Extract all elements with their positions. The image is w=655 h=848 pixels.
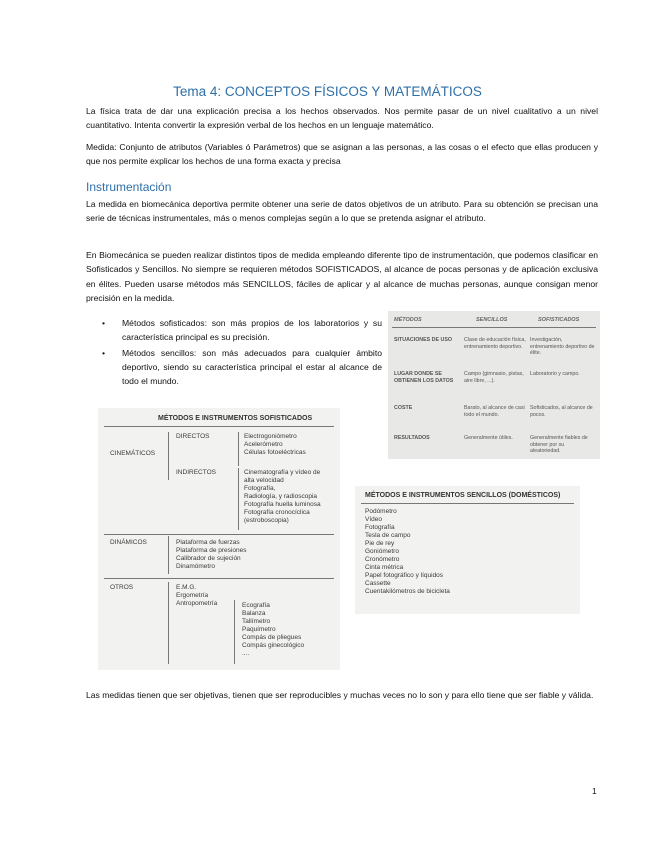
antropometria-item: Balanza xyxy=(242,610,266,617)
comparison-table-image xyxy=(388,311,600,459)
category-cinematicos: CINEMÁTICOS xyxy=(110,450,156,457)
divider xyxy=(104,426,334,427)
otros-item: Ergometría xyxy=(176,592,209,599)
sencillos-item: Cinta métrica xyxy=(365,564,404,571)
subcategory-indirectos: INDIRECTOS xyxy=(176,469,216,476)
sencillos-item: Cuentakilómetros de bicicleta xyxy=(365,588,450,595)
sencillos-item: Cronómetro xyxy=(365,556,400,563)
sencillos-item: Papel fotográfico y líquidos xyxy=(365,572,444,579)
indirectos-item: alta velocidad xyxy=(244,477,284,484)
bullet-icon: • xyxy=(102,318,106,328)
indirectos-item: Fotografía huella luminosa xyxy=(244,501,321,508)
indirectos-item: (estroboscopia) xyxy=(244,517,289,524)
sencillos-item: Vídeo xyxy=(365,516,382,523)
bullet-text-sencillos: Métodos sencillos: son más adecuados para cualquier ámbito deportivo, siendo su característica principal el estar al alcance de todo el mundo. xyxy=(122,347,382,387)
title-prefix: Tema 4: xyxy=(173,84,225,99)
comparison-cell: Barato, al alcance de casi todo el mundo. xyxy=(464,405,525,418)
category-dinamicos: DINÁMICOS xyxy=(110,539,147,546)
paragraph-medida-biomecanica: La medida en biomecánica deportiva permite obtener una serie de datos objetivos de un atributo. Para su obtención se precisan una serie de técnicas instrumentales, más o menos complejas según a lo que se pretenda asignar el atributo. xyxy=(86,199,598,224)
indirectos-item: Radiología, y radioscopia xyxy=(244,493,317,500)
paragraph-intro: La física trata de dar una explicación precisa a los hechos observados. Nos permite pasar de un nivel cualitativo a un nivel cuantitativo. Intenta convertir la expresión verbal de los hechos en un lenguaje matemático. xyxy=(86,106,598,131)
divider xyxy=(234,600,235,664)
comparison-row-label: RESULTADOS xyxy=(394,435,430,441)
title-main: CONCEPTOS FÍSICOS Y MATEMÁTICOS xyxy=(224,84,482,99)
sencillos-item: Pie de rey xyxy=(365,540,395,547)
sencillos-item: Podómetro xyxy=(365,508,397,515)
divider xyxy=(361,503,574,504)
section-heading-instrumentacion: Instrumentación xyxy=(86,180,172,194)
indirectos-item: Cinematografía y vídeo de xyxy=(244,469,321,476)
paragraph-conclusion: Las medidas tienen que ser objetivas, tienen que ser reproducibles y muchas veces no lo son y para ello tiene que ser fiable y válida. xyxy=(86,690,594,700)
comparison-row-label: SITUACIONES DE USO xyxy=(394,337,452,343)
sencillos-item: Goniómetro xyxy=(365,548,399,555)
dinamicos-item: Dinamómetro xyxy=(176,563,216,570)
indirectos-item: Fotografía cronocíclica xyxy=(244,509,310,516)
divider xyxy=(104,534,334,535)
divider xyxy=(168,536,169,574)
sofisticados-table-image xyxy=(98,408,340,670)
antropometria-item: Tallímetro xyxy=(242,618,271,625)
sencillos-title: MÉTODOS E INSTRUMENTOS SENCILLOS (DOMÉSTICOS) xyxy=(365,492,561,499)
divider xyxy=(104,578,334,579)
dinamicos-item: Calibrador de sujeción xyxy=(176,555,241,562)
otros-item: E.M.G. xyxy=(176,584,197,591)
indirectos-item: Fotografía, xyxy=(244,485,276,492)
list-item xyxy=(100,316,382,345)
sencillos-table-image xyxy=(355,486,580,614)
antropometria-item: Ecografía xyxy=(242,602,270,609)
dinamicos-item: Plataforma de presiones xyxy=(176,547,247,554)
page-number: 1 xyxy=(592,786,597,796)
comparison-header-sofisticados: SOFISTICADOS xyxy=(538,317,580,323)
comparison-row-label: COSTE xyxy=(394,405,413,411)
comparison-row-label: LUGAR DONDE SE OBTIENEN LOS DATOS xyxy=(394,371,454,384)
comparison-cell: Investigación, entrenamiento deportivo de élite. xyxy=(530,337,595,357)
comparison-cell: Campo (gimnasio, pistas, aire libre, ...). xyxy=(464,371,524,384)
antropometria-item: Compás ginecológico xyxy=(242,642,305,649)
comparison-cell: Generalmente fiables de obtener por su aleatoriedad. xyxy=(530,435,588,455)
bullet-text-sofisticados: Métodos sofisticados: son más propios de los laboratorios y su característica principal es su precisión. xyxy=(122,318,382,343)
antropometria-item: Paquímetro xyxy=(242,626,276,633)
comparison-header-sencillos: SENCILLOS xyxy=(476,317,508,323)
list-item xyxy=(100,346,382,389)
dinamicos-item: Plataforma de fuerzas xyxy=(176,539,240,546)
comparison-cell: Generalmente útiles. xyxy=(464,435,513,441)
sencillos-item: Cassette xyxy=(365,580,391,587)
sencillos-item: Fotografía xyxy=(365,524,395,531)
sencillos-item: Tesla de campo xyxy=(365,532,411,539)
comparison-cell: Sofisticados, al alcance de pocos. xyxy=(530,405,593,418)
subcategory-directos: DIRECTOS xyxy=(176,433,210,440)
divider xyxy=(392,327,596,328)
comparison-header-metodos: MÉTODOS xyxy=(394,317,422,323)
otros-item: Antropometría xyxy=(176,600,218,607)
comparison-cell: Clase de educación física, entrenamiento deportivo. xyxy=(464,337,526,350)
bullet-icon: • xyxy=(102,347,106,358)
category-otros: OTROS xyxy=(110,584,134,591)
paragraph-tipos-medida: En Biomecánica se pueden realizar distintos tipos de medida empleando diferente tipo de instrumentación, que podemos clasificar en Sofisticados y Sencillos. No siempre se requieren métodos SOFISTICADOS, al alcance de pocas personas y de aplicación exclusiva en élites. Pueden usarse métodos más SENCILLOS, fáciles de aplicar y al alcance de muchas personas, aunque consigan menor precisión en la medida. xyxy=(86,250,598,303)
antropometria-item: Compás de pliegues xyxy=(242,634,302,641)
paragraph-medida: Medida: Conjunto de atributos (Variables ó Parámetros) que se asignan a las personas, a las cosas o el efecto que ellas producen y que nos permite explicar los hechos de una forma exacta y precisa xyxy=(86,142,598,167)
divider xyxy=(238,432,239,466)
divider xyxy=(168,432,169,480)
directos-item: Electrogoniómetro xyxy=(244,433,297,440)
divider xyxy=(168,582,169,664)
page-title xyxy=(0,84,655,99)
bullet-list xyxy=(100,316,382,389)
antropometria-item: .... xyxy=(242,650,250,657)
directos-item: Acelerómetro xyxy=(244,441,283,448)
directos-item: Células fotoeléctricas xyxy=(244,449,306,456)
comparison-cell: Laboratorio y campo. xyxy=(530,371,580,377)
divider xyxy=(238,468,239,530)
sofisticados-title: MÉTODOS E INSTRUMENTOS SOFISTICADOS xyxy=(158,415,313,422)
